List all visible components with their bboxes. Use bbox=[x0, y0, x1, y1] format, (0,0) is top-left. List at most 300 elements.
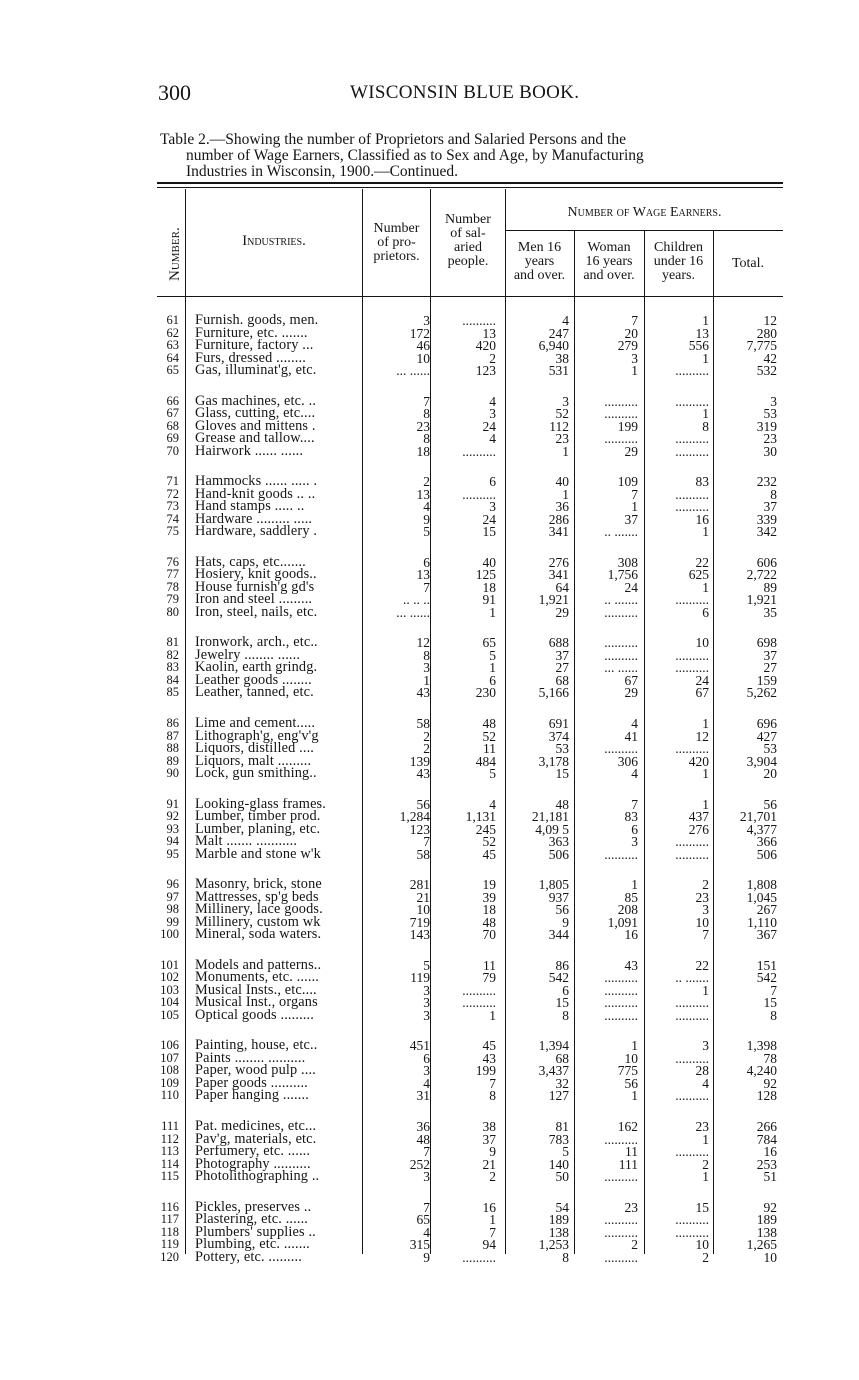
row-number: 77 bbox=[166, 567, 179, 582]
proprietors-cell: 5 bbox=[423, 957, 430, 973]
children-cell: 2 bbox=[702, 877, 709, 893]
proprietors-cell: 9 bbox=[423, 1249, 430, 1265]
men-cell: 112 bbox=[549, 418, 569, 434]
salaried-cell: 484 bbox=[475, 753, 496, 769]
proprietors-cell: 4 bbox=[423, 1224, 430, 1240]
men-cell: 5,166 bbox=[538, 685, 569, 701]
salaried-cell: 11 bbox=[483, 741, 496, 756]
salaried-cell: .......... bbox=[462, 982, 496, 998]
total-cell: 1,045 bbox=[746, 889, 777, 905]
salaried-cell: .......... bbox=[462, 1249, 496, 1265]
industry-name: Gloves and mittens . bbox=[195, 419, 316, 433]
men-cell: 6 bbox=[562, 982, 569, 998]
row-number: 111 bbox=[161, 1119, 179, 1133]
women-cell: .......... bbox=[604, 741, 638, 756]
children-cell: 1 bbox=[702, 524, 709, 540]
children-cell: 276 bbox=[688, 821, 709, 837]
salaried-cell: 40 bbox=[482, 554, 496, 570]
proprietors-cell: 43 bbox=[416, 766, 430, 781]
total-cell: 189 bbox=[756, 1212, 777, 1228]
row-number: 88 bbox=[166, 741, 179, 755]
children-cell: 3 bbox=[702, 902, 709, 918]
women-cell: 10 bbox=[624, 1050, 638, 1066]
children-cell: 22 bbox=[695, 957, 709, 973]
proprietors-cell: 139 bbox=[409, 753, 430, 769]
men-cell: 1 bbox=[562, 443, 569, 459]
children-cell: 28 bbox=[695, 1063, 709, 1079]
salaried-cell: 11 bbox=[483, 957, 496, 973]
row-number: 110 bbox=[160, 1088, 179, 1103]
total-cell: 532 bbox=[756, 363, 777, 378]
women-cell: .......... bbox=[604, 431, 638, 447]
women-cell: 29 bbox=[624, 685, 638, 701]
table-row bbox=[157, 674, 782, 687]
men-cell: 37 bbox=[555, 647, 569, 663]
salaried-cell: 65 bbox=[482, 635, 496, 651]
industry-name: House furnish'g gd's bbox=[195, 580, 315, 594]
salaried-cell: 18 bbox=[482, 902, 496, 918]
total-cell: 267 bbox=[756, 902, 777, 918]
total-cell: 1,398 bbox=[746, 1038, 777, 1054]
table-row bbox=[157, 500, 782, 513]
men-cell: 783 bbox=[548, 1131, 569, 1147]
row-number: 98 bbox=[166, 902, 179, 917]
proprietors-cell: 123 bbox=[409, 821, 430, 837]
total-cell: 37 bbox=[763, 647, 777, 663]
proprietors-cell: 56 bbox=[416, 796, 430, 812]
industry-name: Monuments, etc. ...... bbox=[195, 971, 320, 985]
table-row bbox=[157, 407, 782, 420]
industry-name: Pottery, etc. ......... bbox=[195, 1250, 302, 1264]
women-cell: 29 bbox=[624, 443, 638, 459]
total-cell: 92 bbox=[763, 1199, 777, 1215]
header-line: of sal- bbox=[450, 226, 486, 241]
children-cell: 22 bbox=[695, 554, 709, 570]
row-number: 117 bbox=[160, 1212, 179, 1227]
industry-name: Photography .......... bbox=[195, 1157, 311, 1171]
women-cell: 7 bbox=[631, 796, 638, 812]
header-women bbox=[574, 241, 644, 283]
total-cell: 232 bbox=[756, 474, 777, 490]
row-number: 81 bbox=[166, 635, 179, 650]
women-cell: .......... bbox=[604, 1169, 638, 1184]
row-number: 87 bbox=[166, 728, 179, 743]
children-cell: 1 bbox=[702, 579, 709, 595]
salaried-cell: 6 bbox=[489, 672, 496, 688]
men-cell: 542 bbox=[548, 970, 569, 986]
salaried-cell: 123 bbox=[475, 363, 496, 378]
men-cell: 4,09 5 bbox=[535, 821, 569, 837]
industry-name: Hosiery, knit goods.. bbox=[195, 568, 317, 582]
industry-name: Furs, dressed ........ bbox=[195, 351, 306, 365]
children-cell: 15 bbox=[695, 1199, 709, 1215]
men-cell: 38 bbox=[555, 350, 569, 366]
salaried-cell: 2 bbox=[489, 350, 496, 366]
men-cell: 40 bbox=[555, 474, 569, 490]
men-cell: 8 bbox=[562, 1007, 569, 1023]
row-number: 69 bbox=[166, 431, 179, 446]
children-cell: 3 bbox=[702, 1038, 709, 1054]
total-cell: 319 bbox=[756, 418, 777, 434]
salaried-cell: 245 bbox=[475, 821, 496, 837]
children-cell: .......... bbox=[675, 592, 709, 608]
row-number: 63 bbox=[166, 338, 179, 352]
total-cell: 2,722 bbox=[746, 567, 777, 583]
total-cell: 37 bbox=[763, 499, 777, 515]
industry-name: Paints ........ .......... bbox=[195, 1051, 306, 1065]
industry-name: Marble and stone w'k bbox=[195, 847, 321, 861]
women-cell: .......... bbox=[604, 1131, 638, 1147]
proprietors-cell: 6 bbox=[423, 1050, 430, 1066]
children-cell: 420 bbox=[688, 753, 709, 769]
salaried-cell: 52 bbox=[482, 728, 496, 744]
women-cell: 4 bbox=[631, 766, 638, 781]
industry-name: Plumbing, etc. ....... bbox=[195, 1238, 310, 1252]
table-row bbox=[157, 755, 782, 768]
salaried-cell: 13 bbox=[482, 325, 496, 341]
table-row bbox=[157, 364, 782, 377]
salaried-cell: .......... bbox=[462, 313, 496, 328]
proprietors-cell: 9 bbox=[423, 511, 430, 527]
row-number: 73 bbox=[166, 499, 179, 514]
header-line: Men 16 bbox=[517, 240, 562, 255]
men-cell: 68 bbox=[555, 1050, 569, 1066]
salaried-cell: 19 bbox=[482, 877, 496, 893]
men-cell: 1,921 bbox=[538, 592, 569, 608]
row-number: 91 bbox=[166, 796, 179, 811]
women-cell: 162 bbox=[617, 1119, 638, 1134]
total-cell: 698 bbox=[756, 635, 777, 651]
row-number: 64 bbox=[166, 350, 179, 365]
running-head: WISCONSIN BLUE BOOK. bbox=[350, 82, 580, 103]
row-number: 120 bbox=[160, 1249, 179, 1264]
proprietors-cell: 315 bbox=[409, 1237, 430, 1253]
children-cell: 625 bbox=[688, 567, 709, 583]
children-cell: 1 bbox=[702, 1169, 709, 1184]
proprietors-cell: 18 bbox=[416, 443, 430, 459]
women-cell: 3 bbox=[631, 834, 638, 850]
women-cell: 20 bbox=[624, 325, 638, 341]
men-cell: 1,394 bbox=[538, 1038, 569, 1054]
women-cell: 4 bbox=[631, 716, 638, 731]
proprietors-cell: 7 bbox=[423, 834, 430, 850]
men-cell: 3,178 bbox=[538, 753, 569, 769]
women-cell: 23 bbox=[624, 1199, 638, 1215]
total-cell: 51 bbox=[763, 1169, 777, 1184]
women-cell: 1 bbox=[631, 877, 638, 893]
industry-name: Iron, steel, nails, etc. bbox=[195, 605, 318, 619]
children-cell: 83 bbox=[695, 474, 709, 490]
row-number: 72 bbox=[166, 486, 179, 501]
industry-name: Grease and tallow.... bbox=[195, 432, 315, 446]
salaried-cell: 15 bbox=[482, 524, 496, 540]
row-number: 92 bbox=[166, 809, 179, 824]
header-line: Woman bbox=[587, 240, 631, 255]
men-cell: 374 bbox=[548, 728, 569, 744]
header-rule bbox=[157, 296, 783, 297]
table-row bbox=[157, 1052, 782, 1065]
table-row bbox=[157, 878, 782, 891]
women-cell: .......... bbox=[604, 1212, 638, 1228]
table-row bbox=[157, 339, 782, 352]
children-cell: .......... bbox=[675, 995, 709, 1011]
proprietors-cell: 7 bbox=[423, 1199, 430, 1215]
industry-name: Liquors, malt ......... bbox=[195, 754, 312, 768]
proprietors-cell: 10 bbox=[416, 350, 430, 366]
women-cell: 1,756 bbox=[607, 567, 638, 583]
women-cell: .......... bbox=[604, 393, 638, 409]
women-cell: 7 bbox=[631, 486, 638, 502]
proprietors-cell: .. .. .. bbox=[403, 592, 430, 608]
proprietors-cell: 36 bbox=[416, 1119, 430, 1134]
total-cell: 128 bbox=[756, 1088, 777, 1104]
women-cell: .......... bbox=[604, 1249, 638, 1265]
total-cell: 138 bbox=[756, 1224, 777, 1240]
proprietors-cell: 48 bbox=[416, 1131, 430, 1147]
children-cell: .......... bbox=[675, 1088, 709, 1104]
women-cell: .......... bbox=[604, 995, 638, 1011]
header-line: Children bbox=[654, 240, 703, 255]
total-cell: 3,904 bbox=[746, 753, 777, 769]
children-cell: 23 bbox=[695, 889, 709, 905]
industry-name: Gas machines, etc. .. bbox=[195, 394, 317, 408]
table-row bbox=[157, 767, 782, 780]
children-cell: .......... bbox=[675, 1050, 709, 1066]
industry-name: Musical Inst., organs bbox=[195, 996, 318, 1010]
total-cell: 696 bbox=[756, 716, 777, 731]
women-cell: 37 bbox=[624, 511, 638, 527]
men-cell: 56 bbox=[555, 902, 569, 918]
industry-name: Iron and steel ......... bbox=[195, 593, 313, 607]
industry-name: Ironwork, arch., etc.. bbox=[195, 636, 318, 650]
table-row bbox=[157, 513, 782, 526]
men-cell: 276 bbox=[548, 554, 569, 570]
industry-name: Looking-glass frames. bbox=[195, 797, 326, 811]
salaried-cell: 2 bbox=[489, 1169, 496, 1184]
industry-name: Mineral, soda waters. bbox=[195, 928, 322, 942]
men-cell: 1,805 bbox=[538, 877, 569, 893]
industry-name: Malt ....... ........... bbox=[195, 835, 298, 849]
header-number: Number. bbox=[167, 227, 183, 281]
total-cell: 42 bbox=[763, 350, 777, 366]
proprietors-cell: 3 bbox=[423, 1169, 430, 1184]
industry-name: Paper goods .......... bbox=[195, 1076, 308, 1090]
total-cell: 23 bbox=[763, 431, 777, 447]
row-number: 83 bbox=[166, 660, 179, 675]
industry-name: Lumber, planing, etc. bbox=[195, 822, 321, 836]
table-row bbox=[157, 445, 782, 458]
children-cell: 556 bbox=[688, 338, 709, 353]
children-cell: 23 bbox=[695, 1119, 709, 1134]
table-row bbox=[157, 593, 782, 606]
women-cell: .......... bbox=[604, 846, 638, 862]
total-cell: 3 bbox=[770, 393, 777, 409]
industry-name: Furnish. goods, men. bbox=[195, 314, 319, 327]
proprietors-cell: 1 bbox=[423, 672, 430, 688]
men-cell: 688 bbox=[548, 635, 569, 651]
table-row bbox=[157, 928, 782, 941]
industry-name: Furniture, etc. ....... bbox=[195, 326, 308, 340]
row-number: 112 bbox=[160, 1131, 179, 1146]
industry-name: Perfumery, etc. ...... bbox=[195, 1145, 311, 1158]
proprietors-cell: 58 bbox=[416, 716, 430, 731]
total-cell: 253 bbox=[756, 1156, 777, 1172]
salaried-cell: 45 bbox=[482, 1038, 496, 1054]
caption-line: number of Wage Earners, Classified as to Sex and Age, by Manufacturing bbox=[186, 147, 644, 164]
salaried-cell: 38 bbox=[482, 1119, 496, 1134]
salaried-cell: 21 bbox=[482, 1156, 496, 1172]
men-cell: 506 bbox=[548, 846, 569, 862]
header-total: Total. bbox=[731, 256, 765, 271]
industry-name: Hairwork ...... ...... bbox=[195, 444, 304, 458]
row-number: 65 bbox=[166, 363, 179, 377]
table-row bbox=[157, 891, 782, 904]
table-row bbox=[157, 606, 782, 619]
proprietors-cell: 2 bbox=[423, 728, 430, 744]
header-line: Number bbox=[373, 221, 420, 236]
row-number: 70 bbox=[166, 443, 179, 458]
row-number: 75 bbox=[166, 524, 179, 539]
row-number: 103 bbox=[160, 982, 179, 997]
children-cell: 13 bbox=[695, 325, 709, 341]
salaried-cell: 1,131 bbox=[465, 809, 496, 825]
children-cell: .......... bbox=[675, 1007, 709, 1023]
table-row bbox=[157, 1089, 782, 1102]
industry-name: Leather goods ........ bbox=[195, 673, 312, 687]
children-cell: .......... bbox=[675, 1224, 709, 1240]
women-cell: 43 bbox=[624, 957, 638, 973]
total-cell: 8 bbox=[770, 486, 777, 502]
total-cell: 266 bbox=[756, 1119, 777, 1134]
proprietors-cell: 12 bbox=[416, 635, 430, 651]
total-cell: 16 bbox=[763, 1144, 777, 1159]
total-cell: 53 bbox=[763, 741, 777, 756]
industry-name: Masonry, brick, stone bbox=[195, 878, 322, 892]
total-cell: 78 bbox=[763, 1050, 777, 1066]
salaried-cell: 48 bbox=[482, 716, 496, 731]
header-industries: Industries. bbox=[242, 233, 306, 249]
proprietors-cell: 13 bbox=[416, 486, 430, 502]
children-cell: 10 bbox=[695, 635, 709, 651]
proprietors-cell: 5 bbox=[423, 524, 430, 540]
table-row bbox=[157, 1009, 782, 1022]
salaried-cell: 1 bbox=[489, 1007, 496, 1023]
proprietors-cell: ... ...... bbox=[396, 604, 430, 620]
row-number: 97 bbox=[166, 889, 179, 904]
children-cell: 67 bbox=[695, 685, 709, 701]
header-line: and over. bbox=[583, 268, 635, 283]
page-number: 300 bbox=[158, 80, 191, 105]
children-cell: .......... bbox=[675, 499, 709, 515]
total-cell: 1,265 bbox=[746, 1237, 777, 1253]
salaried-cell: 6 bbox=[489, 474, 496, 490]
salaried-cell: 125 bbox=[475, 567, 496, 583]
caption-line: Industries in Wisconsin, 1900.—Continued. bbox=[186, 163, 459, 180]
table-row bbox=[157, 395, 782, 408]
children-cell: 7 bbox=[702, 927, 709, 943]
proprietors-cell: 4 bbox=[423, 1075, 430, 1091]
salaried-cell: .......... bbox=[462, 995, 496, 1011]
salaried-cell: 4 bbox=[489, 796, 496, 812]
women-cell: 7 bbox=[631, 313, 638, 328]
total-cell: 21,701 bbox=[739, 809, 777, 825]
salaried-cell: 8 bbox=[489, 1088, 496, 1104]
children-cell: .......... bbox=[675, 741, 709, 756]
men-cell: 64 bbox=[555, 579, 569, 595]
women-cell: 24 bbox=[624, 579, 638, 595]
table-row bbox=[157, 1145, 782, 1158]
total-cell: 366 bbox=[756, 834, 777, 850]
row-number: 119 bbox=[160, 1237, 179, 1252]
table-row bbox=[157, 686, 782, 699]
table-row bbox=[157, 1120, 782, 1133]
industry-name: Musical Insts., etc.... bbox=[195, 983, 317, 997]
proprietors-cell: 252 bbox=[409, 1156, 430, 1172]
men-cell: 27 bbox=[555, 660, 569, 676]
women-cell: 3 bbox=[631, 350, 638, 366]
row-number: 96 bbox=[166, 877, 179, 892]
men-cell: 363 bbox=[548, 834, 569, 850]
children-cell: 1 bbox=[702, 1131, 709, 1147]
men-cell: 52 bbox=[555, 406, 569, 422]
children-cell: .......... bbox=[675, 363, 709, 378]
industry-name: Jewelry ........ ...... bbox=[195, 648, 301, 662]
total-cell: 1,110 bbox=[747, 914, 777, 930]
proprietors-cell: 3 bbox=[423, 1063, 430, 1079]
proprietors-cell: 7 bbox=[423, 1144, 430, 1159]
men-cell: 1 bbox=[562, 486, 569, 502]
salaried-cell: 43 bbox=[482, 1050, 496, 1066]
salaried-cell: 52 bbox=[482, 834, 496, 850]
children-cell: 1 bbox=[702, 406, 709, 422]
men-cell: 531 bbox=[548, 363, 569, 378]
children-cell: .......... bbox=[675, 1212, 709, 1228]
men-cell: 6,940 bbox=[538, 338, 569, 353]
men-cell: 32 bbox=[555, 1075, 569, 1091]
salaried-cell: 45 bbox=[482, 846, 496, 862]
salaried-cell: 1 bbox=[489, 1212, 496, 1228]
table-row bbox=[157, 1226, 782, 1239]
total-cell: 20 bbox=[763, 766, 777, 781]
header-line: people. bbox=[447, 254, 489, 269]
children-cell: 2 bbox=[702, 1156, 709, 1172]
salaried-cell: 79 bbox=[482, 970, 496, 986]
header-children bbox=[644, 241, 713, 283]
salaried-cell: .......... bbox=[462, 443, 496, 459]
salaried-cell: 39 bbox=[482, 889, 496, 905]
proprietors-cell: 65 bbox=[416, 1212, 430, 1228]
total-cell: 506 bbox=[756, 846, 777, 862]
industry-name: Photolithographing .. bbox=[195, 1170, 320, 1183]
header-salaried bbox=[431, 213, 505, 269]
children-cell: .. ....... bbox=[675, 970, 709, 986]
total-cell: 151 bbox=[756, 957, 777, 973]
children-cell: .......... bbox=[675, 834, 709, 850]
women-cell: 83 bbox=[624, 809, 638, 825]
proprietors-cell: 719 bbox=[409, 914, 430, 930]
men-cell: 21,181 bbox=[531, 809, 569, 825]
industry-name: Painting, house, etc.. bbox=[195, 1039, 318, 1053]
table-caption bbox=[160, 132, 785, 180]
men-cell: 54 bbox=[555, 1199, 569, 1215]
table-row bbox=[157, 848, 782, 861]
table-row bbox=[157, 314, 782, 327]
table-row bbox=[157, 568, 782, 581]
total-cell: 5,262 bbox=[746, 685, 777, 701]
men-cell: 3 bbox=[562, 393, 569, 409]
row-number: 84 bbox=[166, 672, 179, 687]
total-cell: 30 bbox=[763, 443, 777, 459]
